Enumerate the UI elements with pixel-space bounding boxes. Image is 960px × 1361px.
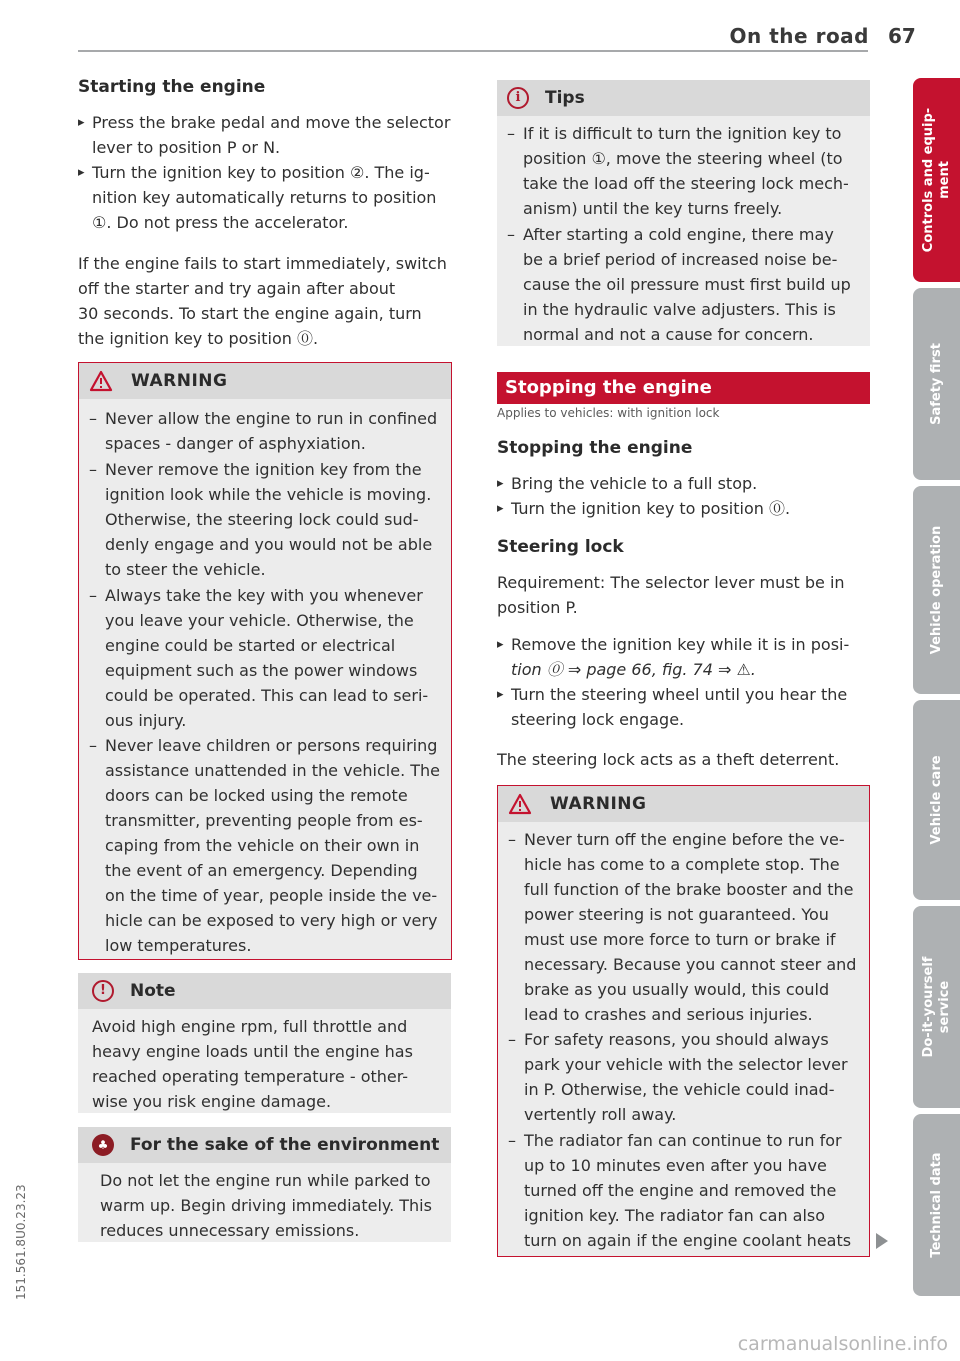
tips-title: Tips (545, 88, 585, 108)
tips-item-1 (497, 121, 883, 221)
line: to steer the vehicle. (105, 560, 266, 579)
theft-deterrent-text: The steering lock acts as a theft deterrent. (497, 750, 840, 769)
environment-box (78, 1127, 451, 1242)
tab-label (929, 1152, 945, 1257)
line: heavy engine loads until the engine has (92, 1042, 413, 1061)
tab-label-line: Vehicle operation (928, 525, 944, 655)
tips-title-bar (497, 80, 870, 116)
line: turn on again if the engine coolant heats (524, 1231, 852, 1250)
tab-label-line: Vehicle care (928, 755, 944, 845)
line: – If it is difficult to turn the ignition key to (523, 124, 842, 143)
line: – Always take the key with you whenever (105, 586, 423, 605)
line: cause the oil pressure must first build up (523, 275, 851, 294)
line: Requirement: The selector lever must be in (497, 573, 845, 592)
stop-step-2: ▸ Turn the ignition key to position ⓪. (497, 496, 884, 521)
line: steering lock engage. (511, 710, 685, 729)
line: Avoid high engine rpm, full throttle and (92, 1017, 408, 1036)
line: lead to crashes and serious injuries. (524, 1005, 813, 1024)
restart-paragraph (78, 251, 452, 351)
warning-title-bar (79, 363, 451, 399)
document-code: 151.561.8U0.23.23 (14, 1184, 28, 1300)
line: – Never leave children or persons requiring (105, 736, 438, 755)
line: hicle has come to a complete stop. The (524, 855, 840, 874)
tab-label-line: service (936, 980, 952, 1034)
line: could be operated. This can lead to seri- (105, 686, 429, 705)
warning-item-3 (498, 1128, 884, 1253)
line: the event of an emergency. Depending (105, 861, 418, 880)
line: position ①, move the steering wheel (to (523, 149, 843, 168)
running-header-section: On the road (729, 24, 869, 48)
line: hicle can be exposed to very high or very (105, 911, 438, 930)
environment-title: For the sake of the environment (130, 1135, 440, 1155)
environment-title-bar (78, 1127, 451, 1163)
line: ▸ Turn the steering wheel until you hear the (511, 685, 848, 704)
lock-step-2 (497, 682, 884, 732)
heading-stopping-engine: Stopping the engine (497, 438, 693, 458)
line: you leave your vehicle. Otherwise, the (105, 611, 414, 630)
tab-label (929, 343, 945, 425)
line: ▸ Remove the ignition key while it is in posi- (511, 635, 850, 654)
line: ①. Do not press the accelerator. (92, 213, 349, 232)
line: must use more force to turn or brake if (524, 930, 836, 949)
continued-arrow-icon (876, 1233, 888, 1249)
tips-item-2 (497, 222, 883, 347)
tab-label-line: ment (936, 161, 952, 199)
tab-label-line: Safety first (928, 343, 944, 425)
line: – The radiator fan can continue to run for (524, 1131, 842, 1150)
note-title-bar (78, 973, 451, 1009)
note-box (78, 973, 451, 1113)
step-2 (78, 160, 466, 235)
line: 30 seconds. To start the engine again, turn (78, 304, 422, 323)
line: the ignition key to position ⓪. (78, 329, 319, 348)
note-text (92, 1014, 447, 1114)
section-title-stopping-engine: Stopping the engine (497, 372, 870, 404)
warning-item-2 (498, 1027, 884, 1127)
warning-title-bar (498, 786, 869, 822)
line: take the load off the steering lock mech- (523, 174, 849, 193)
warning-item-3 (79, 583, 465, 733)
exclamation-circle-icon: ! (92, 980, 114, 1002)
tab-safety-first[interactable] (913, 288, 960, 480)
line: in P. Otherwise, the vehicle could inad- (524, 1080, 835, 1099)
line: park your vehicle with the selector lever (524, 1055, 848, 1074)
line: normal and not a cause for concern. (523, 325, 814, 344)
line: low temperatures. (105, 936, 252, 955)
tab-vehicle-operation[interactable] (913, 486, 960, 694)
info-circle-icon: i (507, 87, 529, 109)
leaf-icon: ♣ (92, 1134, 114, 1156)
line: turned off the engine and removed the (524, 1181, 837, 1200)
line: be a brief period of increased noise be- (523, 250, 838, 269)
line: denly engage and you would not be able (105, 535, 433, 554)
tab-technical-data[interactable] (913, 1114, 960, 1296)
page-number: 67 (888, 24, 916, 48)
line: up to 10 minutes even after you have (524, 1156, 827, 1175)
line: in the hydraulic valve adjusters. This is (523, 300, 836, 319)
line: anism) until the key turns freely. (523, 199, 783, 218)
line: brake as you usually would, this could (524, 980, 830, 999)
tips-box (497, 80, 870, 346)
line: assistance unattended in the vehicle. The (105, 761, 440, 780)
warning-triangle-icon (508, 793, 532, 815)
page-reference[interactable]: tion ⓪ ⇒ page 66, fig. 74 ⇒ ⚠. (511, 660, 756, 679)
line: caping from the vehicle on their own in (105, 836, 420, 855)
warning-title: WARNING (131, 371, 228, 391)
line: Otherwise, the steering lock could sud- (105, 510, 419, 529)
line: doors can be locked using the remote (105, 786, 408, 805)
line: – For safety reasons, you should always (524, 1030, 829, 1049)
line: – Never remove the ignition key from the (105, 460, 422, 479)
warning-item-1 (79, 406, 465, 456)
tab-label (929, 755, 945, 844)
line: Do not let the engine run while parked to (100, 1171, 431, 1190)
environment-text (100, 1168, 450, 1243)
note-title: Note (130, 981, 176, 1001)
stop-step-1: ▸ Bring the vehicle to a full stop. (497, 471, 884, 496)
line: vertently roll away. (524, 1105, 677, 1124)
warning-title: WARNING (550, 794, 647, 814)
lock-step-1 (497, 632, 884, 682)
line: lever to position P or N. (92, 138, 281, 157)
warning-item-4 (79, 733, 465, 958)
tab-do-it-yourself-service[interactable] (913, 906, 960, 1108)
line: warm up. Begin driving immediately. This (100, 1196, 432, 1215)
line: wise you risk engine damage. (92, 1092, 332, 1111)
line: reached operating temperature - other- (92, 1067, 409, 1086)
tab-controls-and-equipment[interactable] (913, 78, 960, 282)
tab-vehicle-care[interactable] (913, 700, 960, 900)
heading-starting-engine: Starting the engine (78, 77, 266, 97)
line: nition key automatically returns to position (92, 188, 437, 207)
tab-label (921, 108, 953, 252)
line: – Never turn off the engine before the ve- (524, 830, 845, 849)
tab-label (921, 957, 953, 1058)
tab-label (929, 526, 945, 654)
warning-box-right (497, 785, 870, 1257)
line: equipment such as the power windows (105, 661, 418, 680)
line: engine could be started or electrical (105, 636, 396, 655)
header-rule (78, 50, 868, 52)
warning-box-left (78, 362, 452, 960)
tab-label-line: Do-it-yourself (920, 956, 936, 1058)
tab-label-line: Controls and equip- (920, 107, 936, 253)
line: If the engine fails to start immediately, switch (78, 254, 447, 273)
line: ▸ Turn the ignition key to position ②. The ig- (92, 163, 430, 182)
warning-item-1 (498, 827, 884, 1027)
watermark: carmanualsonline.info (737, 1333, 948, 1355)
step-1 (78, 110, 466, 160)
line: position P. (497, 598, 578, 617)
line: power steering is not guaranteed. You (524, 905, 829, 924)
line: full function of the brake booster and the (524, 880, 854, 899)
line: on the time of year, people inside the ve- (105, 886, 438, 905)
line: spaces - danger of asphyxiation. (105, 434, 366, 453)
warning-triangle-icon (89, 370, 113, 392)
line: – After starting a cold engine, there may (523, 225, 834, 244)
line: – Never allow the engine to run in confined (105, 409, 438, 428)
applies-to: Applies to vehicles: with ignition lock (497, 406, 720, 420)
line: ignition look while the vehicle is moving. (105, 485, 432, 504)
line: off the starter and try again after about (78, 279, 396, 298)
warning-item-2 (79, 457, 465, 582)
line: ignition key. The radiator fan can also (524, 1206, 826, 1225)
line: transmitter, preventing people from es- (105, 811, 423, 830)
heading-steering-lock: Steering lock (497, 537, 624, 557)
line: reduces unnecessary emissions. (100, 1221, 360, 1240)
tab-label-line: Technical data (928, 1152, 944, 1258)
line: ▸ Press the brake pedal and move the selector (92, 113, 451, 132)
requirement-text (497, 570, 870, 620)
line: ous injury. (105, 711, 187, 730)
line: necessary. Because you cannot steer and (524, 955, 857, 974)
